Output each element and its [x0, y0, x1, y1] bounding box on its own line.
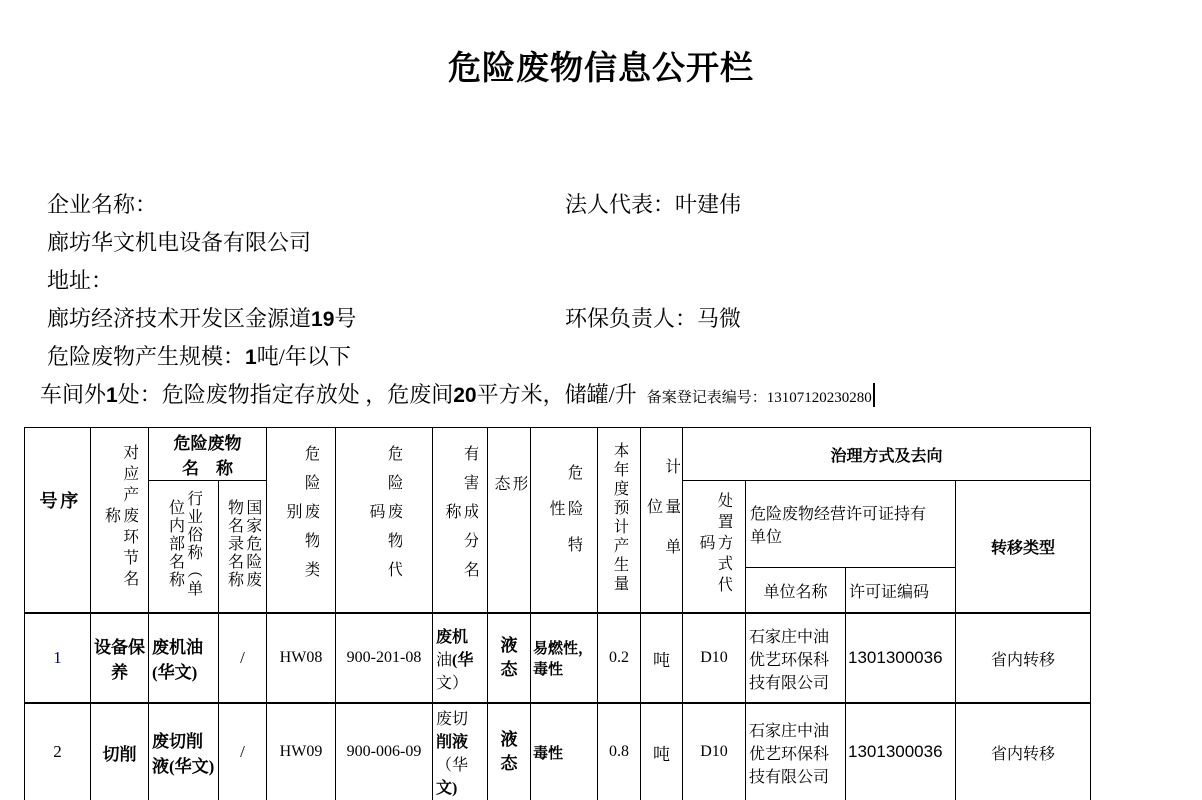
cell-hazard: 毒性 [531, 703, 598, 800]
cell-seq: 1 [25, 613, 91, 703]
harmful-seg: 文) [436, 780, 458, 797]
th-harmful-label: 有害成分名称 [443, 445, 479, 590]
address-suffix: 号 [334, 306, 357, 331]
waste-name-line2: 名 称 [182, 459, 233, 478]
page-title: 危险废物信息公开栏 [448, 51, 754, 87]
th-industry-alias-label: 行业俗称（单位内部名称 [166, 490, 202, 598]
th-national-catalog-label: 国家危险废物名录名称 [225, 499, 261, 589]
th-unit-name: 单位名称 [746, 568, 846, 613]
waste-name-line1: 危险废物 [173, 434, 242, 453]
scale-number: 1 [245, 346, 257, 369]
th-harmful [433, 428, 488, 614]
th-unit-label: 计量单位 [644, 457, 680, 578]
th-license-holder-label: 危险废物经营许可证持有单位 [750, 506, 927, 547]
th-form-label: 形态 [492, 474, 528, 561]
storage-line [40, 378, 875, 409]
scale-suffix: 吨/年以下 [256, 344, 351, 369]
th-transfer-type: 转移类型 [956, 481, 1091, 614]
cell-unit-name: 石家庄中油优艺环保科技有限公司 [746, 613, 846, 703]
header-row-1 [25, 428, 1091, 481]
table-row [25, 613, 1091, 703]
form-value: 液态 [500, 730, 518, 773]
storage-text-3: 平方米，储罐/升 [476, 382, 637, 407]
cell-annual: 0.8 [598, 703, 641, 800]
text-cursor [873, 383, 875, 407]
cell-disposal: D10 [683, 613, 746, 703]
th-seq [25, 428, 91, 614]
cell-catalog: / [219, 613, 267, 703]
th-waste-name-group [149, 428, 267, 481]
storage-number-1: 1 [106, 384, 118, 407]
cell-alias: 废机油(华文) [149, 613, 219, 703]
cell-unit: 吨 [641, 703, 683, 800]
th-annual-label: 本年度预计产生量 [611, 441, 629, 594]
harmful-seg: （华 [436, 757, 469, 774]
cell-transfer: 省内转移 [956, 703, 1091, 800]
cell-annual: 0.2 [598, 613, 641, 703]
harmful-seg: 文） [436, 674, 469, 692]
th-code-label: 危险废物代码 [367, 445, 403, 590]
th-hazard-label: 危险特性 [547, 463, 583, 572]
th-form [488, 428, 531, 614]
th-license-holder [746, 481, 956, 568]
table-row [25, 703, 1091, 800]
cell-harmful [433, 703, 488, 800]
cell-transfer: 省内转移 [956, 613, 1091, 703]
th-process-label: 对应产废环节名称 [102, 444, 138, 591]
th-disposal-code-label: 处置方式代码 [697, 491, 733, 597]
cell-process: 切削 [91, 703, 149, 800]
harmful-seg: 废机 [436, 628, 469, 646]
form-value: 液态 [500, 636, 518, 679]
th-national-catalog [219, 481, 267, 614]
env-officer: 环保负责人：马微 [565, 306, 742, 331]
th-seq-label: 序号 [37, 490, 79, 545]
cell-seq: 2 [25, 703, 91, 800]
storage-text-1: 车间外 [40, 382, 107, 407]
th-category-label: 危险废物类别 [284, 445, 320, 590]
cell-license: 1301300036 [846, 703, 956, 800]
company-name-value: 廊坊华文机电设备有限公司 [47, 230, 312, 255]
waste-scale-line [47, 340, 351, 371]
th-unit [641, 428, 683, 614]
cell-category: HW09 [267, 703, 336, 800]
address-text: 廊坊经济技术开发区金源道 [47, 306, 312, 331]
legal-representative: 法人代表：叶建伟 [565, 192, 742, 217]
cell-harmful [433, 613, 488, 703]
harmful-seg: 废切 [436, 711, 469, 728]
company-name-label: 企业名称： [47, 192, 158, 217]
address-value [47, 302, 356, 333]
harmful-seg: 削液 [436, 734, 469, 751]
scale-label: 危险废物产生规模： [47, 344, 246, 369]
th-disposal-code [683, 481, 746, 614]
cell-hazard: 易燃性，毒性 [531, 613, 598, 703]
cell-form [488, 703, 531, 800]
cell-category: HW08 [267, 613, 336, 703]
address-number: 19 [311, 308, 335, 331]
cell-unit: 吨 [641, 613, 683, 703]
cell-form [488, 613, 531, 703]
th-annual [598, 428, 641, 614]
address-label: 地址： [47, 268, 114, 293]
cell-disposal: D10 [683, 703, 746, 800]
harmful-seg: (华 [452, 651, 474, 669]
cell-unit-name: 石家庄中油优艺环保科技有限公司 [746, 703, 846, 800]
th-license-no: 许可证编码 [846, 568, 956, 613]
harmful-seg: 油 [436, 651, 453, 669]
cell-code: 900-006-09 [336, 703, 433, 800]
cell-process: 设备保养 [91, 613, 149, 703]
storage-number-2: 20 [453, 384, 477, 407]
cell-code: 900-201-08 [336, 613, 433, 703]
cell-alias: 废切削液(华文) [149, 703, 219, 800]
th-industry-alias [149, 481, 219, 614]
cell-license: 1301300036 [846, 613, 956, 703]
record-number-note: 备案登记表编号：13107120230280 [646, 390, 872, 406]
hazardous-waste-table [24, 427, 1091, 800]
storage-text-2: 处：危险废物指定存放处 ，危废间 [117, 382, 454, 407]
th-process [91, 428, 149, 614]
th-category [267, 428, 336, 614]
th-hazard [531, 428, 598, 614]
cell-catalog: / [219, 703, 267, 800]
th-code [336, 428, 433, 614]
th-treatment-group: 治理方式及去向 [683, 428, 1091, 481]
